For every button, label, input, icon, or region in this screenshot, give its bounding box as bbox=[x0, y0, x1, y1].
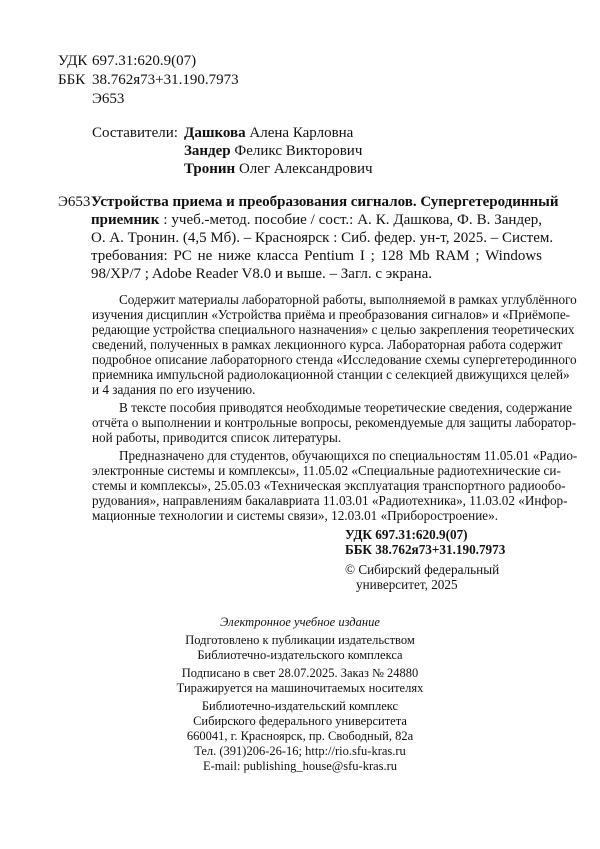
prepared-line-2: Библиотечно-издательского комплекса bbox=[197, 648, 403, 662]
copyright-line-1: © Сибирский федеральный bbox=[345, 562, 500, 577]
phone-line: Тел. (391)206-26-16; http://rio.sfu-kras.ru bbox=[194, 744, 406, 758]
compiler-name: Алена Карловна bbox=[249, 125, 354, 141]
abstract-line: В тексте пособия приводятся необходимые теоретические сведения, содержание bbox=[119, 400, 573, 415]
email-line: E-mail: publishing_house@sfu-kras.ru bbox=[202, 759, 398, 773]
abstract-line: изучения дисциплин «Устройства приёма и преобразования сигналов» и «Приёмопе- bbox=[92, 307, 571, 322]
abstract-line: рудования», направлениям бакалавриата 11.03.01 «Радиотехника», 11.03.02 «Инфор- bbox=[92, 493, 568, 508]
biblio-mark: Э653 bbox=[58, 194, 91, 210]
abstract-line: приемника импульсной радиолокационной станции с селекцией движущихся целей» bbox=[92, 367, 570, 382]
compiler-surname: Тронин bbox=[184, 161, 236, 177]
author-mark: Э653 bbox=[92, 91, 125, 107]
bbk-label: ББК bbox=[58, 72, 86, 88]
compiler-surname: Зандер bbox=[184, 143, 231, 159]
biblio-title-end: приемник bbox=[91, 212, 160, 228]
abstract-line: электронные системы и комплексы», 11.05.02 «Специальные радиотехнические си- bbox=[92, 463, 561, 478]
compiler-3 bbox=[184, 160, 373, 178]
biblio-title-line-1: Устройства приема и преобразования сигналов. Супергетеродинный bbox=[91, 194, 559, 210]
biblio-line-5: 98/XP/7 ; Adobe Reader V8.0 и выше. – Загл. с экрана. bbox=[91, 266, 433, 282]
address-line-1: Библиотечно-издательский комплекс bbox=[201, 699, 399, 713]
prepared-line-1: Подготовлено к публикации издательством bbox=[185, 633, 415, 647]
copyright-line-2: университет, 2025 bbox=[356, 577, 458, 592]
abstract-line: редающие устройства специального назначения» с целью закрепления теоретических bbox=[92, 322, 575, 337]
udk-line bbox=[58, 52, 197, 70]
abstract-line: стемы и комплексы», 25.05.03 «Техническая эксплуатация транспортного радиообо- bbox=[92, 478, 566, 493]
address-line-2: Сибирского федерального университета bbox=[193, 714, 407, 728]
udk-value: 697.31:620.9(07) bbox=[92, 53, 197, 69]
bbk-value: 38.762я73+31.190.7973 bbox=[92, 72, 239, 88]
abstract-line: мационные технологии и системы связи», 12.03.01 «Приборостроение». bbox=[92, 508, 498, 523]
signed-line: Подписано в свет 28.07.2025. Заказ № 24880 bbox=[181, 666, 419, 680]
udk-label: УДК bbox=[58, 53, 88, 69]
abstract-line: сведений, полученных в рамках лекционного курса. Лабораторная работа содержит bbox=[92, 337, 563, 352]
abstract-line: и 4 задания по его изучению. bbox=[92, 382, 256, 397]
edition-type: Электронное учебное издание bbox=[220, 615, 380, 629]
copies-line: Тиражируется на машиночитаемых носителях bbox=[176, 681, 424, 695]
bbk-line bbox=[58, 71, 239, 89]
biblio-line-3: О. А. Тронин. (4,5 Мб). – Красноярск : Сиб. федер. ун-т, 2025. – Систем. bbox=[91, 230, 554, 246]
abstract-line: ной работы, приводится список литературы. bbox=[92, 430, 342, 445]
biblio-line-2 bbox=[91, 211, 542, 229]
abstract-line: подробное описание лабораторного стенда «Исследование схемы супергетеродинного bbox=[92, 352, 577, 367]
biblio-line-4: требования: PC не ниже класса Pentium I ; 128 Mb RAM ; Windows bbox=[91, 248, 542, 264]
compiler-name: Феликс Викторович bbox=[234, 143, 363, 159]
biblio-responsibility: : учеб.-метод. пособие / сост.: А. К. Дашкова, Ф. В. Зандер, bbox=[159, 212, 542, 228]
compiler-2 bbox=[184, 142, 362, 160]
compiler-surname: Дашкова bbox=[184, 125, 246, 141]
compilers-label: Составители: bbox=[92, 125, 178, 141]
compiler-1 bbox=[184, 124, 353, 142]
bbk-code: ББК 38.762я73+31.190.7973 bbox=[345, 542, 506, 557]
abstract-line: Содержит материалы лабораторной работы, выполняемой в рамках углублённого bbox=[119, 292, 577, 307]
udk-code: УДК 697.31:620.9(07) bbox=[345, 527, 468, 542]
compiler-name: Олег Александрович bbox=[238, 161, 373, 177]
address-line-3: 660041, г. Красноярск, пр. Свободный, 82а bbox=[186, 729, 414, 743]
abstract-line: Предназначено для студентов, обучающихся по специальностям 11.05.01 «Радио- bbox=[119, 448, 578, 463]
abstract-line: отчёта о выполнении и контрольные вопросы, рекомендуемые для защиты лаборатор- bbox=[92, 415, 577, 430]
